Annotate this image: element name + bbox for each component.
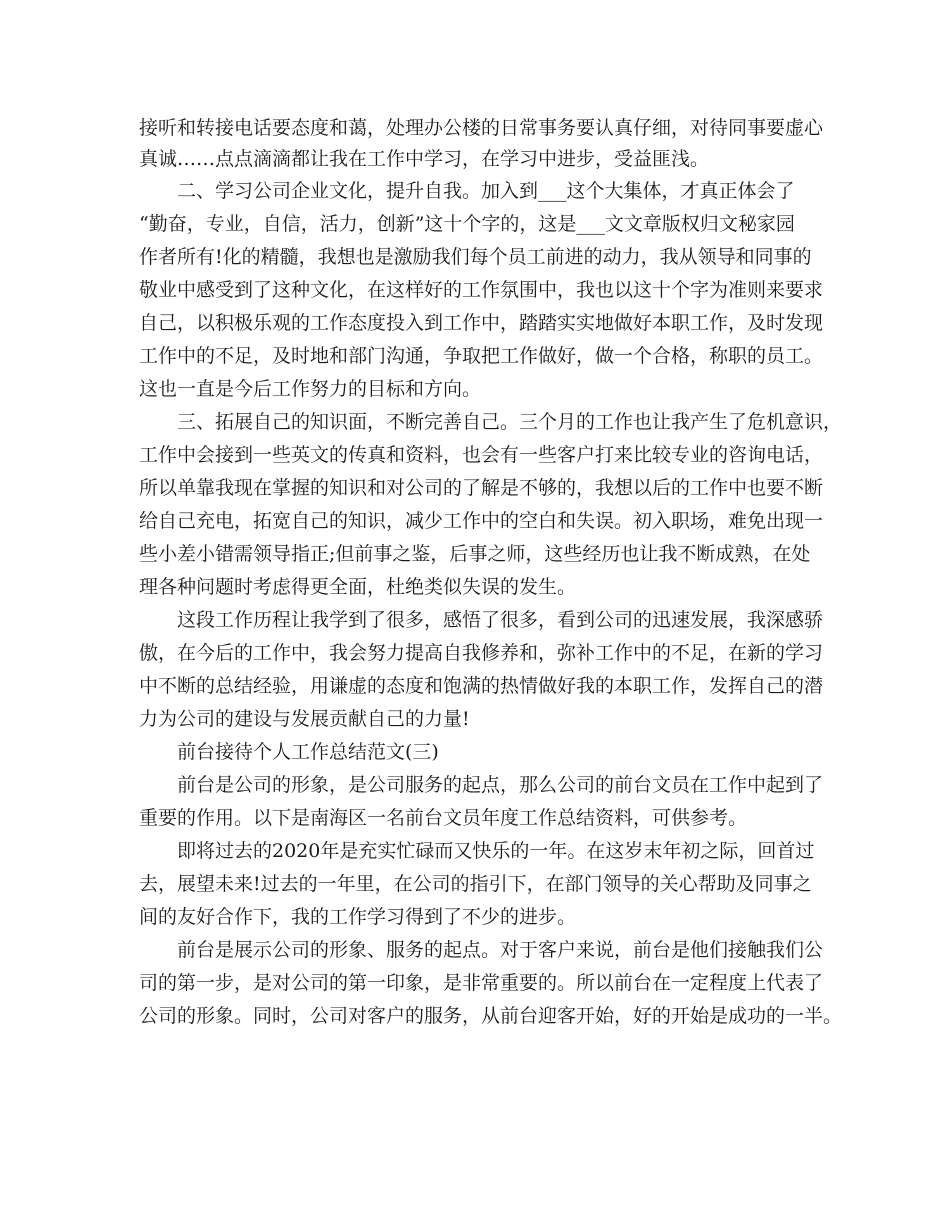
text-line-5: 作者所有!化的精髓，我想也是激励我们每个员工前进的动力，我从领导和同事的 xyxy=(139,246,812,268)
text-line-11: 工作中会接到一些英文的传真和资料，也会有一些客户打来比较专业的咨询电话， xyxy=(139,444,824,466)
text-line-9: 这也一直是今后工作努力的目标和方向。 xyxy=(139,378,482,400)
text-line-17: 傲，在今后的工作中，我会努力提高自我修养和，弥补工作中的不足，在新的学习 xyxy=(139,642,824,664)
text-line-4: “勤奋，专业，自信，活力，创新”这十个字的，这是___文文章版权归文秘家园 xyxy=(139,213,795,235)
document-body xyxy=(139,113,843,1033)
text-line-6: 敬业中感受到了这种文化，在这样好的工作氛围中，我也以这十个字为准则来要求 xyxy=(139,279,824,301)
text-line-15: 理各种问题时考虑得更全面，杜绝类似失误的发生。 xyxy=(139,576,577,598)
reception-paragraph-line: 前台是展示公司的形象、服务的起点。对于客户来说，前台是他们接触我们公 xyxy=(177,939,824,961)
article-title-line: 前台接待个人工作总结范文(三) xyxy=(177,741,439,763)
section-three-heading-line: 三、拓展自己的知识面，不断完善自己。三个月的工作也让我产生了危机意识， xyxy=(177,411,843,433)
text-line-13: 给自己充电，拓宽自己的知识，减少工作中的空白和失误。初入职场，难免出现一 xyxy=(139,510,824,532)
section-two-heading-line: 二、学习公司企业文化，提升自我。加入到___这个大集体，才真正体会了 xyxy=(177,180,795,202)
intro-paragraph-line: 前台是公司的形象，是公司服务的起点，那么公司的前台文员在工作中起到了 xyxy=(177,774,824,796)
text-line-27: 司的第一步，是对公司的第一印象，是非常重要的。所以前台在一定程度上代表了 xyxy=(139,972,824,994)
text-line-24: 去，展望未来!过去的一年里，在公司的指引下，在部门领导的关心帮助及同事之 xyxy=(139,873,812,895)
text-line-25: 间的友好合作下，我的工作学习得到了不少的进步。 xyxy=(139,906,577,928)
conclusion-paragraph-line: 这段工作历程让我学到了很多，感悟了很多，看到公司的迅速发展，我深感骄 xyxy=(177,609,824,631)
text-line-14: 些小差小错需领导指正;但前事之鉴，后事之师，这些经历也让我不断成熟，在处 xyxy=(139,543,811,565)
text-line-18: 中不断的总结经验，用谦虚的态度和饱满的热情做好我的本职工作，发挥自己的潜 xyxy=(139,675,824,697)
text-line-12: 所以单靠我现在掌握的知识和对公司的了解是不够的，我想以后的工作中也要不断 xyxy=(139,477,824,499)
text-line-2: 真诚……点点滴滴都让我在工作中学习，在学习中进步，受益匪浅。 xyxy=(139,148,710,170)
year-paragraph-line: 即将过去的2020年是充实忙碌而又快乐的一年。在这岁末年初之际，回首过 xyxy=(177,840,815,862)
text-line-8: 工作中的不足，及时地和部门沟通，争取把工作做好，做一个合格，称职的员工。 xyxy=(139,345,824,367)
text-line-1: 接听和转接电话要态度和蔼，处理办公楼的日常事务要认真仔细，对待同事要虚心 xyxy=(139,117,824,139)
text-line-28: 公司的形象。同时，公司对客户的服务，从前台迎客开始，好的开始是成功的一半。 xyxy=(139,1005,843,1027)
text-line-22: 重要的作用。以下是南海区一名前台文员年度工作总结资料，可供参考。 xyxy=(139,807,748,829)
text-line-7: 自己，以积极乐观的工作态度投入到工作中，踏踏实实地做好本职工作，及时发现 xyxy=(139,312,824,334)
text-line-19: 力为公司的建设与发展贡献自己的力量! xyxy=(139,708,470,730)
